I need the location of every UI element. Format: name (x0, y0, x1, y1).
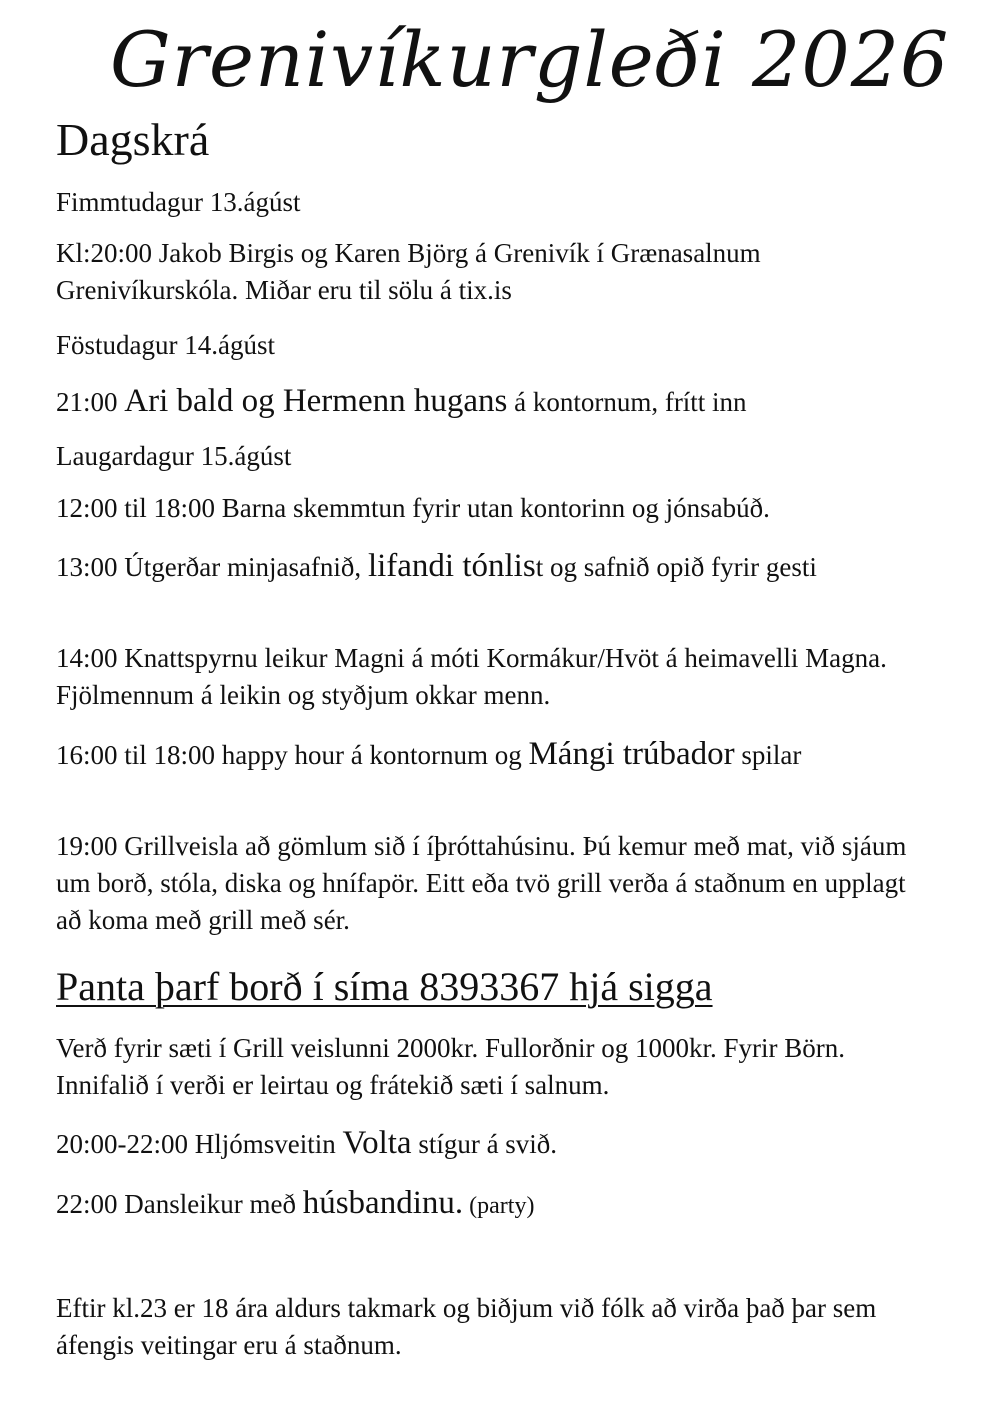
price-info: Verð fyrir sæti í Grill veislunni 2000kr. Fullorðnir og 1000kr. Fyrir Börn. Innifalið í verði er leirtau og frátekið sæti í salnum. (56, 1033, 845, 1100)
event-saturday-2200 (56, 1185, 936, 1225)
page-title: Grenivíkurgleði 2026 (110, 15, 950, 104)
age-limit-notice: Eftir kl.23 er 18 ára aldurs takmark og biðjum við fólk að virða það þar sem áfengis veitingar eru á staðnum. (56, 1293, 877, 1360)
event-saturday-1900: 19:00 Grillveisla að gömlum sið í íþróttahúsinu. Þú kemur með mat, við sjáum um borð, stóla, diska og hnífapör. Eitt eða tvö grill verða á staðnum en upplagt að koma með grill með sér. (56, 831, 907, 935)
event-saturday-2000 (56, 1125, 936, 1163)
day-heading-thursday: Fimmtudagur 13.ágúst (56, 187, 301, 217)
event-lead: 20:00-22:00 Hljómsveitin (56, 1129, 343, 1159)
event-details: spilar (734, 740, 802, 770)
event-lead: 16:00 til 18:00 happy hour á kontornum og (56, 740, 529, 770)
event-details: á kontornum, frítt inn (507, 387, 747, 417)
event-highlight: Mángi trúbador (528, 736, 735, 772)
event-thursday-2000: Kl:20:00 Jakob Birgis og Karen Björg á Grenivík í Grænasalnum Grenivíkurskóla. Miðar eru til sölu á tix.is (56, 238, 761, 305)
event-saturday-1300 (56, 548, 936, 586)
schedule-heading: Dagskrá (56, 114, 210, 165)
event-details: t og safnið opið fyrir gesti (535, 552, 817, 582)
day-heading-friday: Föstudagur 14.ágúst (56, 330, 275, 360)
event-highlight: Ari bald og Hermenn hugans (124, 383, 508, 419)
event-saturday-1400: 14:00 Knattspyrnu leikur Magni á móti Kormákur/Hvöt á heimavelli Magna. Fjölmennum á leikin og styðjum okkar menn. (56, 643, 887, 710)
event-saturday-1600 (56, 736, 936, 774)
event-highlight: Volta (342, 1125, 412, 1161)
event-lead: 13:00 Útgerðar minjasafnið, (56, 552, 368, 582)
event-lead: 22:00 Dansleikur með (56, 1189, 303, 1219)
event-saturday-1200: 12:00 til 18:00 Barna skemmtun fyrir utan kontorinn og jónsabúð. (56, 493, 770, 523)
event-details: stígur á svið. (411, 1129, 558, 1159)
event-time: 21:00 (56, 387, 125, 417)
day-heading-saturday: Laugardagur 15.ágúst (56, 441, 292, 471)
booking-notice: Panta þarf borð í síma 8393367 hjá sigga (56, 964, 713, 1009)
event-details: (party) (463, 1193, 535, 1219)
event-friday-2100 (56, 383, 936, 421)
event-highlight: húsbandinu. (302, 1185, 464, 1221)
event-highlight: lifandi tónlis (367, 548, 536, 584)
